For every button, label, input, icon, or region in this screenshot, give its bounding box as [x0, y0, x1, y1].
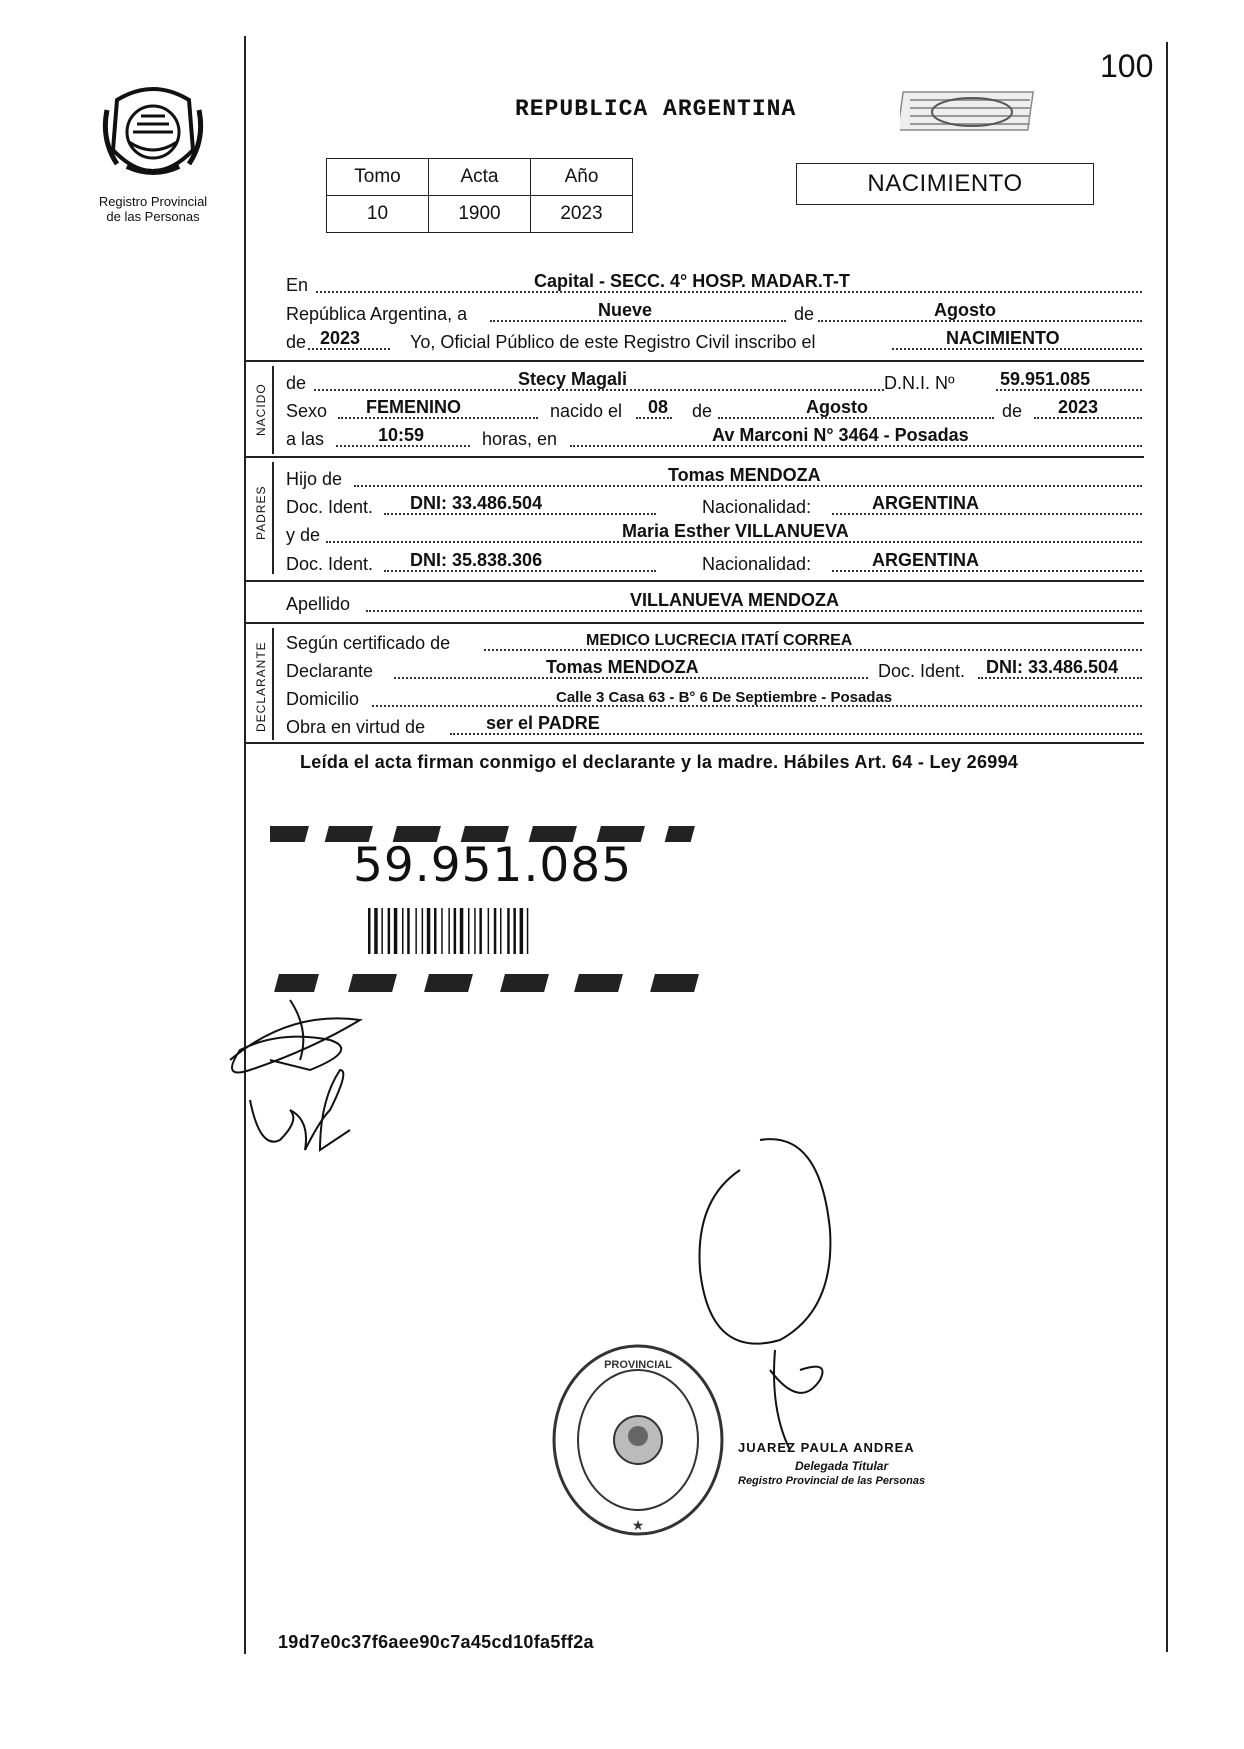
row-republica — [286, 299, 1142, 325]
document-type-box: NACIMIENTO — [796, 163, 1094, 205]
row-apellido — [286, 589, 1142, 615]
certificado-label: Según certificado de — [286, 633, 451, 653]
en-label: En — [286, 275, 309, 295]
right-margin-line — [1166, 42, 1168, 1652]
nacido-el-label: nacido el — [550, 401, 623, 421]
child-dni: 59.951.085 — [1000, 369, 1091, 389]
declarante-doc: DNI: 33.486.504 — [986, 657, 1119, 677]
registry-logo — [88, 80, 218, 224]
nacido-section-label: NACIDO — [254, 383, 268, 436]
father-doc-label: Doc. Ident. — [286, 497, 374, 517]
sexo-value: FEMENINO — [366, 397, 462, 417]
row-hijo-de — [286, 464, 1142, 490]
alas-label: a las — [286, 429, 325, 449]
security-pattern-bottom — [270, 970, 720, 992]
registry-table — [326, 158, 633, 233]
document-hash: 19d7e0c37f6aee90c7a45cd10fa5ff2a — [278, 1632, 594, 1652]
row-en — [286, 270, 1142, 296]
oficial-text: Yo, Oficial Público de este Registro Civil inscribo el — [410, 332, 816, 352]
birth-time: 10:59 — [378, 425, 425, 445]
dni-label: D.N.I. Nº — [884, 373, 955, 393]
row-sexo — [286, 396, 1142, 422]
declarant-signature — [210, 990, 390, 1180]
father-nationality-label: Nacionalidad: — [702, 497, 812, 517]
row-domicilio — [286, 684, 1142, 710]
row-obra — [286, 712, 1142, 738]
acta-header: Acta — [429, 159, 531, 196]
domicilio-value: Calle 3 Casa 63 - B° 6 De Septiembre - Posadas — [556, 689, 893, 706]
sexo-label: Sexo — [286, 401, 328, 421]
barcode-number: 59.951.085 — [353, 838, 633, 893]
registry-header-row — [327, 159, 633, 196]
tomo-header: Tomo — [327, 159, 429, 196]
closing-note: Leída el acta firman conmigo el declarante y la madre. Hábiles Art. 64 - Ley 26994 — [300, 752, 1019, 772]
domicilio-label: Domicilio — [286, 689, 360, 709]
certificado-value: MEDICO LUCRECIA ITATÍ CORREA — [586, 632, 853, 649]
de-year-label: de — [286, 332, 307, 352]
birth-year: 2023 — [1058, 397, 1099, 417]
registry-value-row — [327, 196, 633, 233]
row-hora — [286, 424, 1142, 450]
apellido-label: Apellido — [286, 594, 351, 614]
mother-name: Maria Esther VILLANUEVA — [622, 521, 849, 541]
birth-de-label: de — [692, 401, 713, 421]
acta-value: 1900 — [429, 196, 531, 233]
horas-label: horas, en — [482, 429, 558, 449]
official-seal — [548, 1340, 728, 1540]
row-declarante — [286, 656, 1142, 682]
declarante-value: Tomas MENDOZA — [546, 657, 699, 677]
official-role: Delegada Titular — [795, 1459, 889, 1473]
declarante-section-label: DECLARANTE — [254, 641, 268, 732]
row-certificado — [286, 628, 1142, 654]
birth-de-year-label: de — [1002, 401, 1023, 421]
svg-text:PROVINCIAL: PROVINCIAL — [604, 1359, 672, 1371]
left-margin-line — [244, 36, 246, 1654]
header-title: REPUBLICA ARGENTINA — [515, 96, 797, 122]
row-nacido-name — [286, 368, 1142, 394]
mother-doc-label: Doc. Ident. — [286, 554, 374, 574]
svg-text:★: ★ — [631, 1517, 645, 1533]
father-nationality: ARGENTINA — [872, 493, 979, 513]
hijo-de-label: Hijo de — [286, 469, 343, 489]
anio-value: 2023 — [531, 196, 633, 233]
en-value: Capital - SECC. 4° HOSP. MADAR.T-T — [534, 271, 850, 291]
row-oficial — [286, 327, 1142, 353]
mother-nationality: ARGENTINA — [872, 550, 979, 570]
official-name: JUAREZ PAULA ANDREA — [738, 1440, 915, 1455]
de-label: de — [794, 304, 815, 324]
declarante-doc-label: Doc. Ident. — [878, 661, 966, 681]
row-mother — [286, 520, 1142, 546]
row-father-doc — [286, 492, 1142, 518]
birth-day: 08 — [648, 397, 669, 417]
logo-caption — [88, 194, 218, 224]
logo-caption-line1: Registro Provincial — [98, 194, 208, 209]
mother-doc: DNI: 35.838.306 — [410, 550, 543, 570]
page-number: 100 — [1100, 48, 1154, 84]
year-value: 2023 — [320, 328, 361, 348]
padres-section-label: PADRES — [254, 485, 268, 540]
obra-value: ser el PADRE — [486, 713, 600, 733]
anio-header: Año — [531, 159, 633, 196]
apellido-value: VILLANUEVA MENDOZA — [630, 590, 839, 610]
inscribe-value: NACIMIENTO — [946, 328, 1060, 348]
declarante-label: Declarante — [286, 661, 374, 681]
month-value: Agosto — [934, 300, 996, 320]
day-value: Nueve — [598, 300, 653, 320]
father-name: Tomas MENDOZA — [668, 465, 821, 485]
obra-label: Obra en virtud de — [286, 717, 426, 737]
tomo-value: 10 — [327, 196, 429, 233]
y-de-label: y de — [286, 525, 321, 545]
security-stamp-icon — [900, 86, 1040, 136]
nacido-de-label: de — [286, 373, 307, 393]
official-office: Registro Provincial de las Personas — [738, 1475, 926, 1487]
barcode-icon — [368, 908, 592, 954]
birth-month: Agosto — [806, 397, 868, 417]
logo-caption-line2: de las Personas — [106, 209, 200, 224]
mother-nationality-label: Nacionalidad: — [702, 554, 812, 574]
birth-place: Av Marconi N° 3464 - Posadas — [712, 425, 969, 445]
child-name: Stecy Magali — [518, 369, 628, 389]
province-shield-icon — [97, 80, 209, 192]
row-mother-doc — [286, 549, 1142, 575]
republica-label: República Argentina, a — [286, 304, 468, 324]
father-doc: DNI: 33.486.504 — [410, 493, 543, 513]
